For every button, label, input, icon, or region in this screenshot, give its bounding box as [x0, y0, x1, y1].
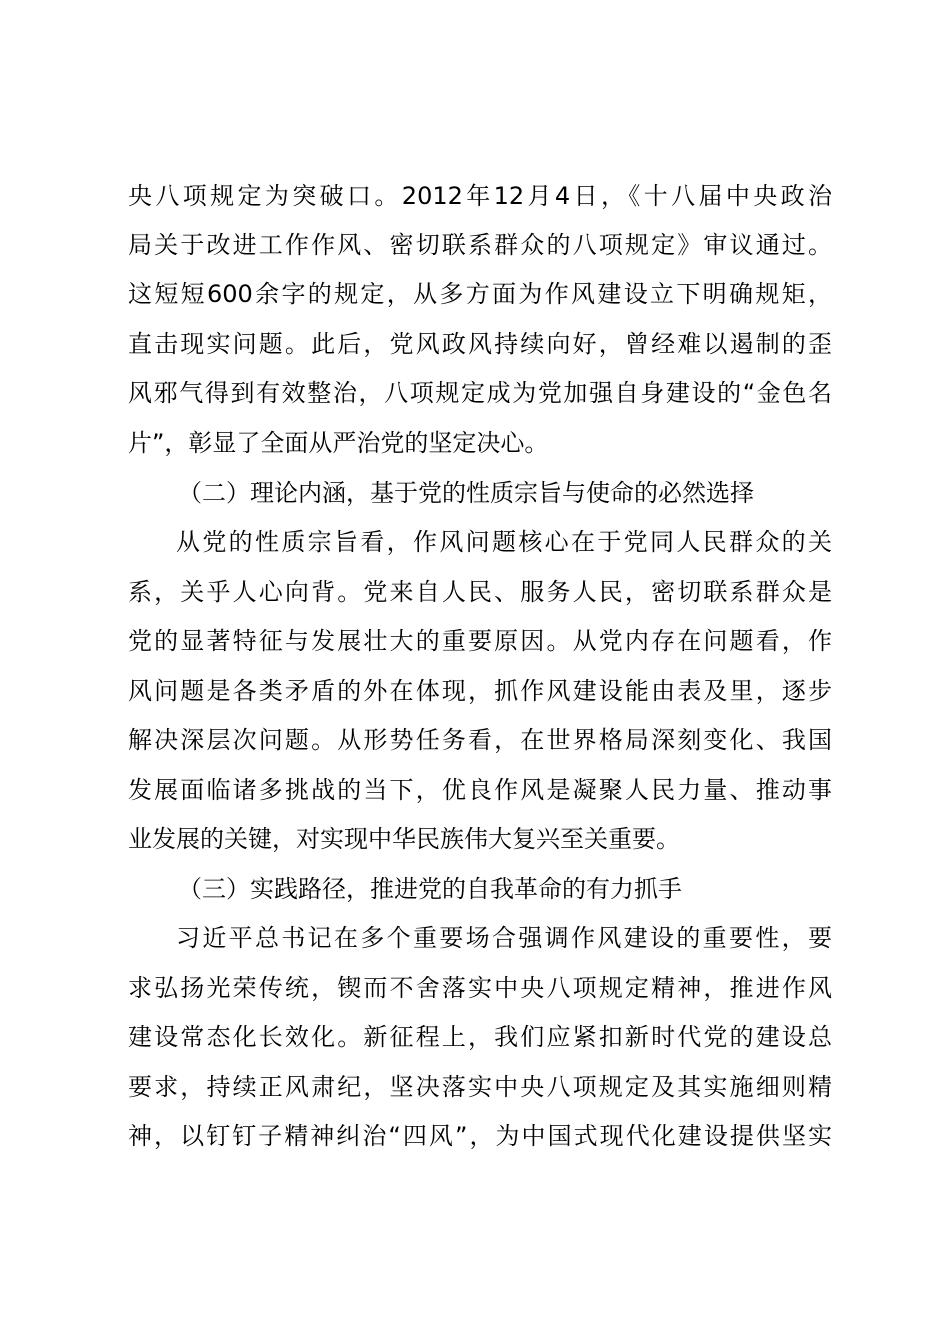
para2-line-1: 从党的性质宗旨看，作风问题核心在于党同人民群众的关: [176, 528, 832, 556]
para2-line-6: 发展面临诸多挑战的当下，优良作风是凝聚人民力量、推动事: [128, 776, 832, 804]
para3-line-3: 建设常态化长效化。新征程上，我们应紧扣新时代党的建设总: [128, 1023, 832, 1051]
section-heading-2: （二）理论内涵，基于党的性质宗旨与使命的必然选择: [178, 479, 754, 507]
para3-line-5: 神，以钉钉子精神纠治“四风”，为中国式现代化建设提供坚实: [128, 1122, 832, 1150]
para3-line-2: 求弘扬光荣传统，锲而不舍落实中央八项规定精神，推进作风: [128, 974, 832, 1002]
para1-line-6: 片”，彰显了全面从严治党的坚定决心。: [128, 429, 549, 457]
para1-line-1: 央八项规定为突破口。2012年12月4日，《十八届中央政治: [128, 182, 832, 210]
para2-line-2: 系，关乎人心向背。党来自人民、服务人民，密切联系群众是: [128, 578, 832, 606]
para3-line-1: 习近平总书记在多个重要场合强调作风建设的重要性，要: [176, 924, 832, 952]
para2-line-5: 解决深层次问题。从形势任务看，在世界格局深刻变化、我国: [128, 726, 832, 754]
section-heading-3: （三）实践路径，推进党的自我革命的有力抓手: [178, 875, 682, 903]
para1-line-5: 风邪气得到有效整治，八项规定成为党加强自身建设的“金色名: [128, 379, 832, 407]
para2-line-7: 业发展的关键，对实现中华民族伟大复兴至关重要。: [128, 825, 680, 853]
para1-line-2: 局关于改进工作作风、密切联系群众的八项规定》审议通过。: [128, 231, 832, 259]
para1-line-3: 这短短600余字的规定，从多方面为作风建设立下明确规矩，: [128, 280, 832, 308]
para2-line-4: 风问题是各类矛盾的外在体现，抓作风建设能由表及里，逐步: [128, 677, 832, 705]
para3-line-4: 要求，持续正风肃纪，坚决落实中央八项规定及其实施细则精: [128, 1073, 832, 1101]
para1-line-4: 直击现实问题。此后，党风政风持续向好，曾经难以遏制的歪: [128, 330, 832, 358]
para2-line-3: 党的显著特征与发展壮大的重要原因。从党内存在问题看，作: [128, 627, 832, 655]
